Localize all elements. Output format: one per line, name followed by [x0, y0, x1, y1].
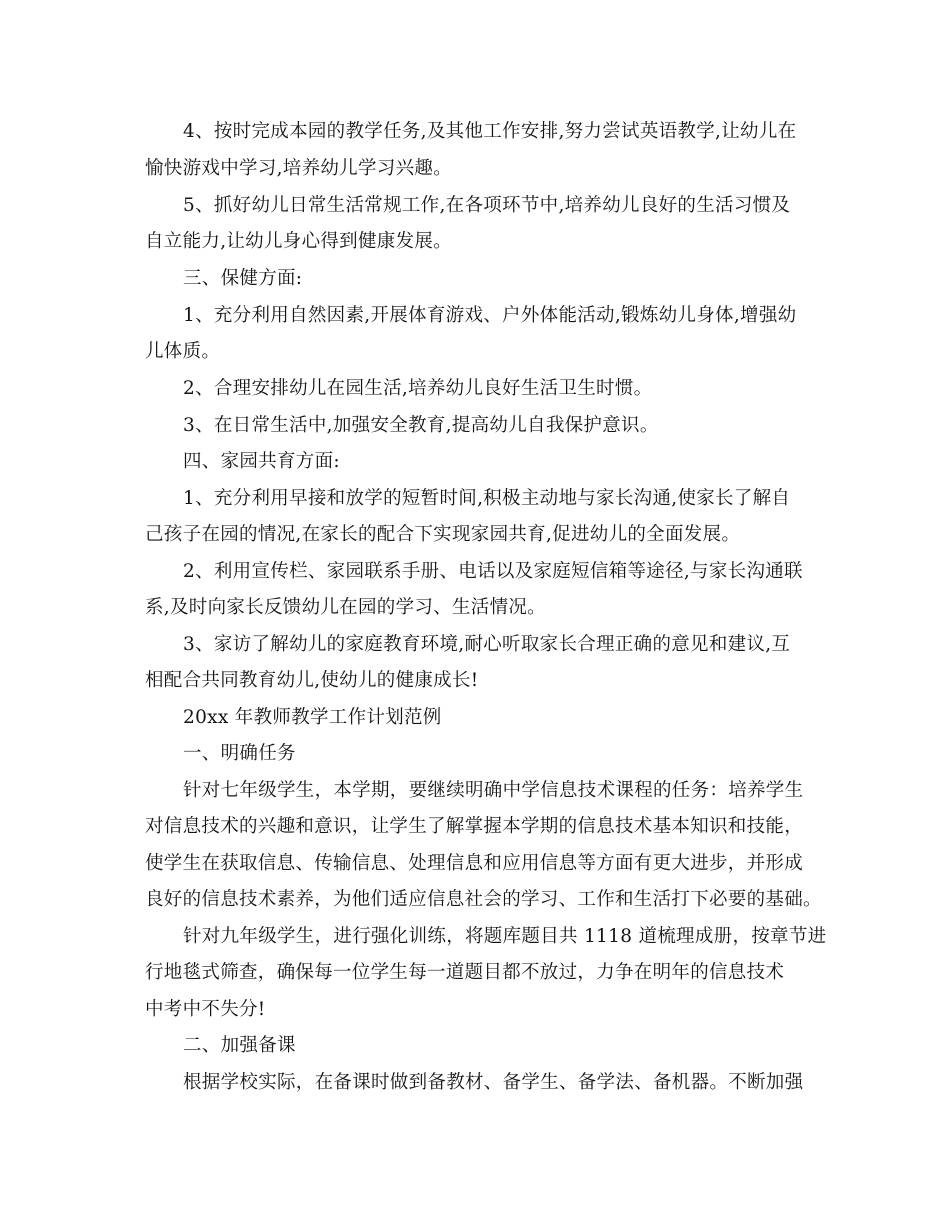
- paragraph-line: 己孩子在园的情况,在家长的配合下实现家园共育,促进幼儿的全面发展。: [145, 524, 741, 545]
- paragraph-line: 1、充分利用自然因素,开展体育游戏、户外体能活动,锻炼幼儿身体,增强幼: [183, 305, 797, 326]
- paragraph-line: 3、家访了解幼儿的家庭教育环境,耐心听取家长合理正确的意见和建议,互: [183, 634, 791, 655]
- paragraph-line: 使学生在获取信息、传输信息、处理信息和应用信息等方面有更大进步，并形成: [145, 853, 804, 874]
- document-title: 20xx 年教师教学工作计划范例: [183, 707, 442, 728]
- section-heading: 三、保健方面:: [183, 268, 303, 289]
- paragraph-line: 3、在日常生活中,加强安全教育,提高幼儿自我保护意识。: [183, 415, 659, 436]
- paragraph-line: 针对七年级学生，本学期，要继续明确中学信息技术课程的任务：培养学生: [183, 780, 804, 801]
- paragraph-line: 系,及时向家长反馈幼儿在园的学习、生活情况。: [145, 597, 546, 618]
- paragraph-line: 相配合共同教育幼儿,使幼儿的健康成长!: [145, 670, 479, 691]
- paragraph-line: 1、充分利用早接和放学的短暂时间,积极主动地与家长沟通,使家长了解自: [183, 488, 791, 509]
- paragraph-line: 5、抓好幼儿日常生活常规工作,在各项环节中,培养幼儿良好的生活习惯及: [183, 195, 791, 216]
- paragraph-line: 4、按时完成本园的教学任务,及其他工作安排,努力尝试英语教学,让幼儿在: [183, 121, 797, 142]
- section-heading: 四、家园共育方面:: [183, 451, 340, 472]
- paragraph-line: 2、合理安排幼儿在园生活,培养幼儿良好生活卫生时惯。: [183, 378, 653, 399]
- paragraph-line: 愉快游戏中学习,培养幼儿学习兴趣。: [145, 158, 452, 179]
- paragraph-line: 良好的信息技术素养，为他们适应信息社会的学习、工作和生活打下必要的基础。: [145, 889, 822, 910]
- section-heading: 一、明确任务: [183, 743, 296, 764]
- paragraph-line: 行地毯式筛查，确保每一位学生每一道题目都不放过，力争在明年的信息技术: [145, 962, 785, 983]
- paragraph-line: 针对九年级学生，进行强化训练，将题库题目共 1118 道梳理成册，按章节进: [183, 926, 827, 947]
- paragraph-line: 2、利用宣传栏、家园联系手册、电话以及家庭短信箱等途径,与家长沟通联: [183, 561, 803, 582]
- paragraph-line: 中考中不失分!: [145, 999, 266, 1020]
- paragraph-line: 自立能力,让幼儿身心得到健康发展。: [145, 231, 452, 252]
- paragraph-line: 儿体质。: [145, 341, 221, 362]
- paragraph-line: 根据学校实际，在备课时做到备教材、备学生、备学法、备机器。不断加强: [183, 1072, 804, 1093]
- section-heading: 二、加强备课: [183, 1035, 296, 1056]
- paragraph-line: 对信息技术的兴趣和意识，让学生了解掌握本学期的信息技术基本知识和技能，: [145, 816, 804, 837]
